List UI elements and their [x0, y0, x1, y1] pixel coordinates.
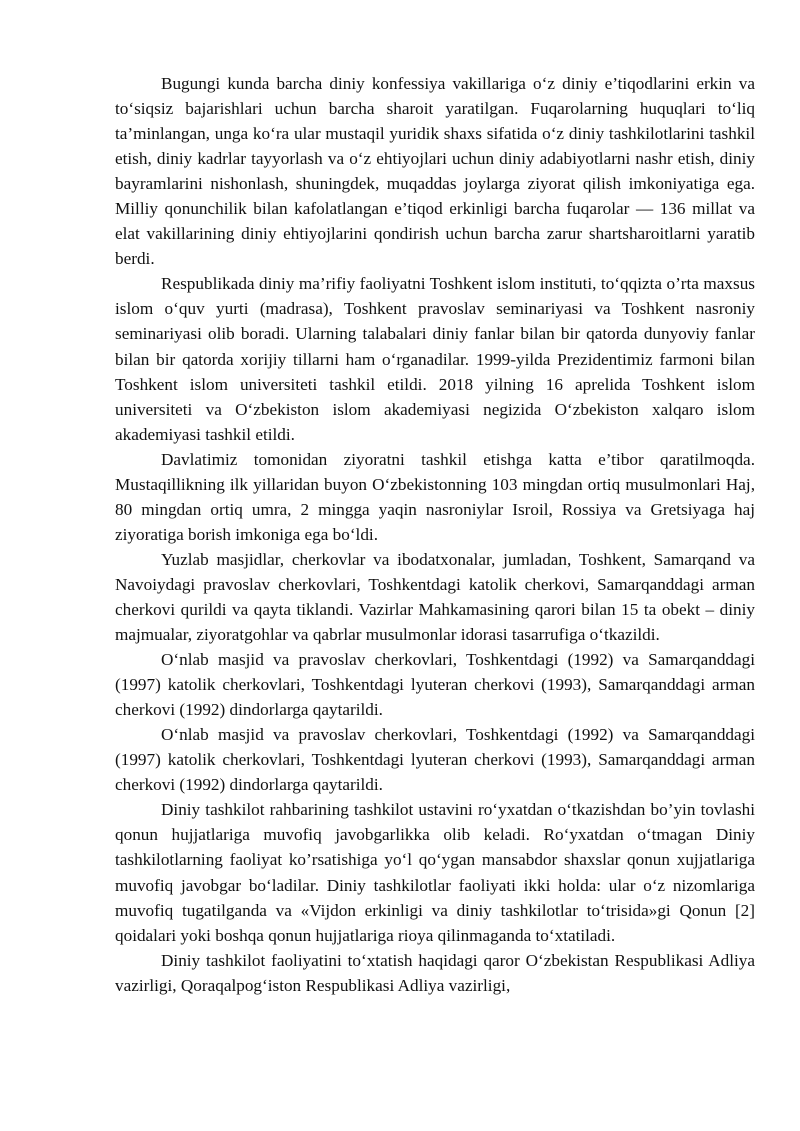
document-page	[115, 71, 755, 998]
paragraph-1: Bugungi kunda barcha diniy konfessiya vakillariga o‘z diniy e’tiqodlarini erkin va to‘siqsiz bajarishlari uchun barcha sharoit yaratilgan. Fuqarolarning huquqlari to‘liq ta’minlangan, unga ko‘ra ular mustaqil yuridik shaxs sifatida o‘z diniy tashkilotlarini tashkil etish, diniy kadrlar tayyorlash va o‘z ehtiyojlari uchun diniy adabiyotlarni nashr etish, diniy bayramlarini nishonlash, shuningdek, muqaddas joylarga ziyorat qilish imkoniyatiga ega. Milliy qonunchilik bilan kafolatlangan e’tiqod erkinligi barcha fuqarolar — 136 millat va elat vakillarining diniy ehtiyojlarini qondirish uchun barcha zarur shartsharoitlarni yaratib berdi.	[115, 74, 755, 269]
paragraph-5: O‘nlab masjid va pravoslav cherkovlari, Toshkentdagi (1992) va Samarqanddagi (1997) katolik cherkovlari, Toshkentdagi lyuteran cherkovi (1993), Samarqanddagi arman cherkovi (1992) dindorlarga qaytarildi.	[115, 650, 755, 720]
paragraph-2: Respublikada diniy ma’rifiy faoliyatni Toshkent islom instituti, to‘qqizta o’rta maxsus islom o‘quv yurti (madrasa), Toshkent pravoslav seminariyasi va Toshkent nasroniy seminariyasi olib boradi. Ularning talabalari diniy fanlar bilan bir qatorda dunyoviy fanlar bilan bir qatorda xorijiy tillarni ham o‘rganadilar. 1999-yilda Prezidentimiz farmoni bilan Toshkent islom universiteti tashkil etildi. 2018 yilning 16 aprelida Toshkent islom universiteti va O‘zbekiston islom akademiyasi negizida O‘zbekiston xalqaro islom akademiyasi tashkil etildi.	[115, 274, 755, 444]
paragraph-4: Yuzlab masjidlar, cherkovlar va ibodatxonalar, jumladan, Toshkent, Samarqand va Navoiydagi pravoslav cherkovlari, Toshkentdagi katolik cherkovi, Samarqanddagi arman cherkovi qurildi va qayta tiklandi. Vazirlar Mahkamasining qarori bilan 15 ta obekt – diniy majmualar, ziyoratgohlar va qabrlar musulmonlar idorasi tasarrufiga o‘tkazildi.	[115, 549, 755, 645]
paragraph-3: Davlatimiz tomonidan ziyoratni tashkil etishga katta e’tibor qaratilmoqda. Mustaqillikning ilk yillaridan buyon O‘zbekistonning 103 mingdan ortiq musulmonlari Haj, 80 mingdan ortiq umra, 2 mingga yaqin nasroniylar Isroil, Rossiya va Gretsiyaga haj ziyoratiga borish imkoniga ega bo‘ldi.	[115, 449, 755, 544]
paragraph-8: Diniy tashkilot faoliyatini to‘xtatish haqidagi qaror O‘zbekistan Respublikasi Adliya vazirligi, Qoraqalpog‘iston Respublikasi Adliya vazirligi,	[115, 950, 755, 995]
paragraph-7: Diniy tashkilot rahbarining tashkilot ustavini ro‘yxatdan o‘tkazishdan bo’yin tovlashi qonun hujjatlariga muvofiq javobgarlikka olib keladi. Ro‘yxatdan o‘tmagan Diniy tashkilotlarning faoliyat ko’rsatishiga yo‘l qo‘ygan mansabdor shaxslar qonun xujjatlariga muvofiq javobgar bo‘ladilar. Diniy tashkilotlar faoliyati ikki holda: ular o‘z nizomlariga muvofiq tugatilganda va «Vijdon erkinligi va diniy tashkilotlar to‘trisida»gi Qonun [2] qoidalari yoki boshqa qonun hujjatlariga rioya qilinmaganda to‘xtatiladi.	[115, 800, 755, 945]
paragraph-6: O‘nlab masjid va pravoslav cherkovlari, Toshkentdagi (1992) va Samarqanddagi (1997) katolik cherkovlari, Toshkentdagi lyuteran cherkovi (1993), Samarqanddagi arman cherkovi (1992) dindorlarga qaytarildi.	[115, 725, 755, 795]
